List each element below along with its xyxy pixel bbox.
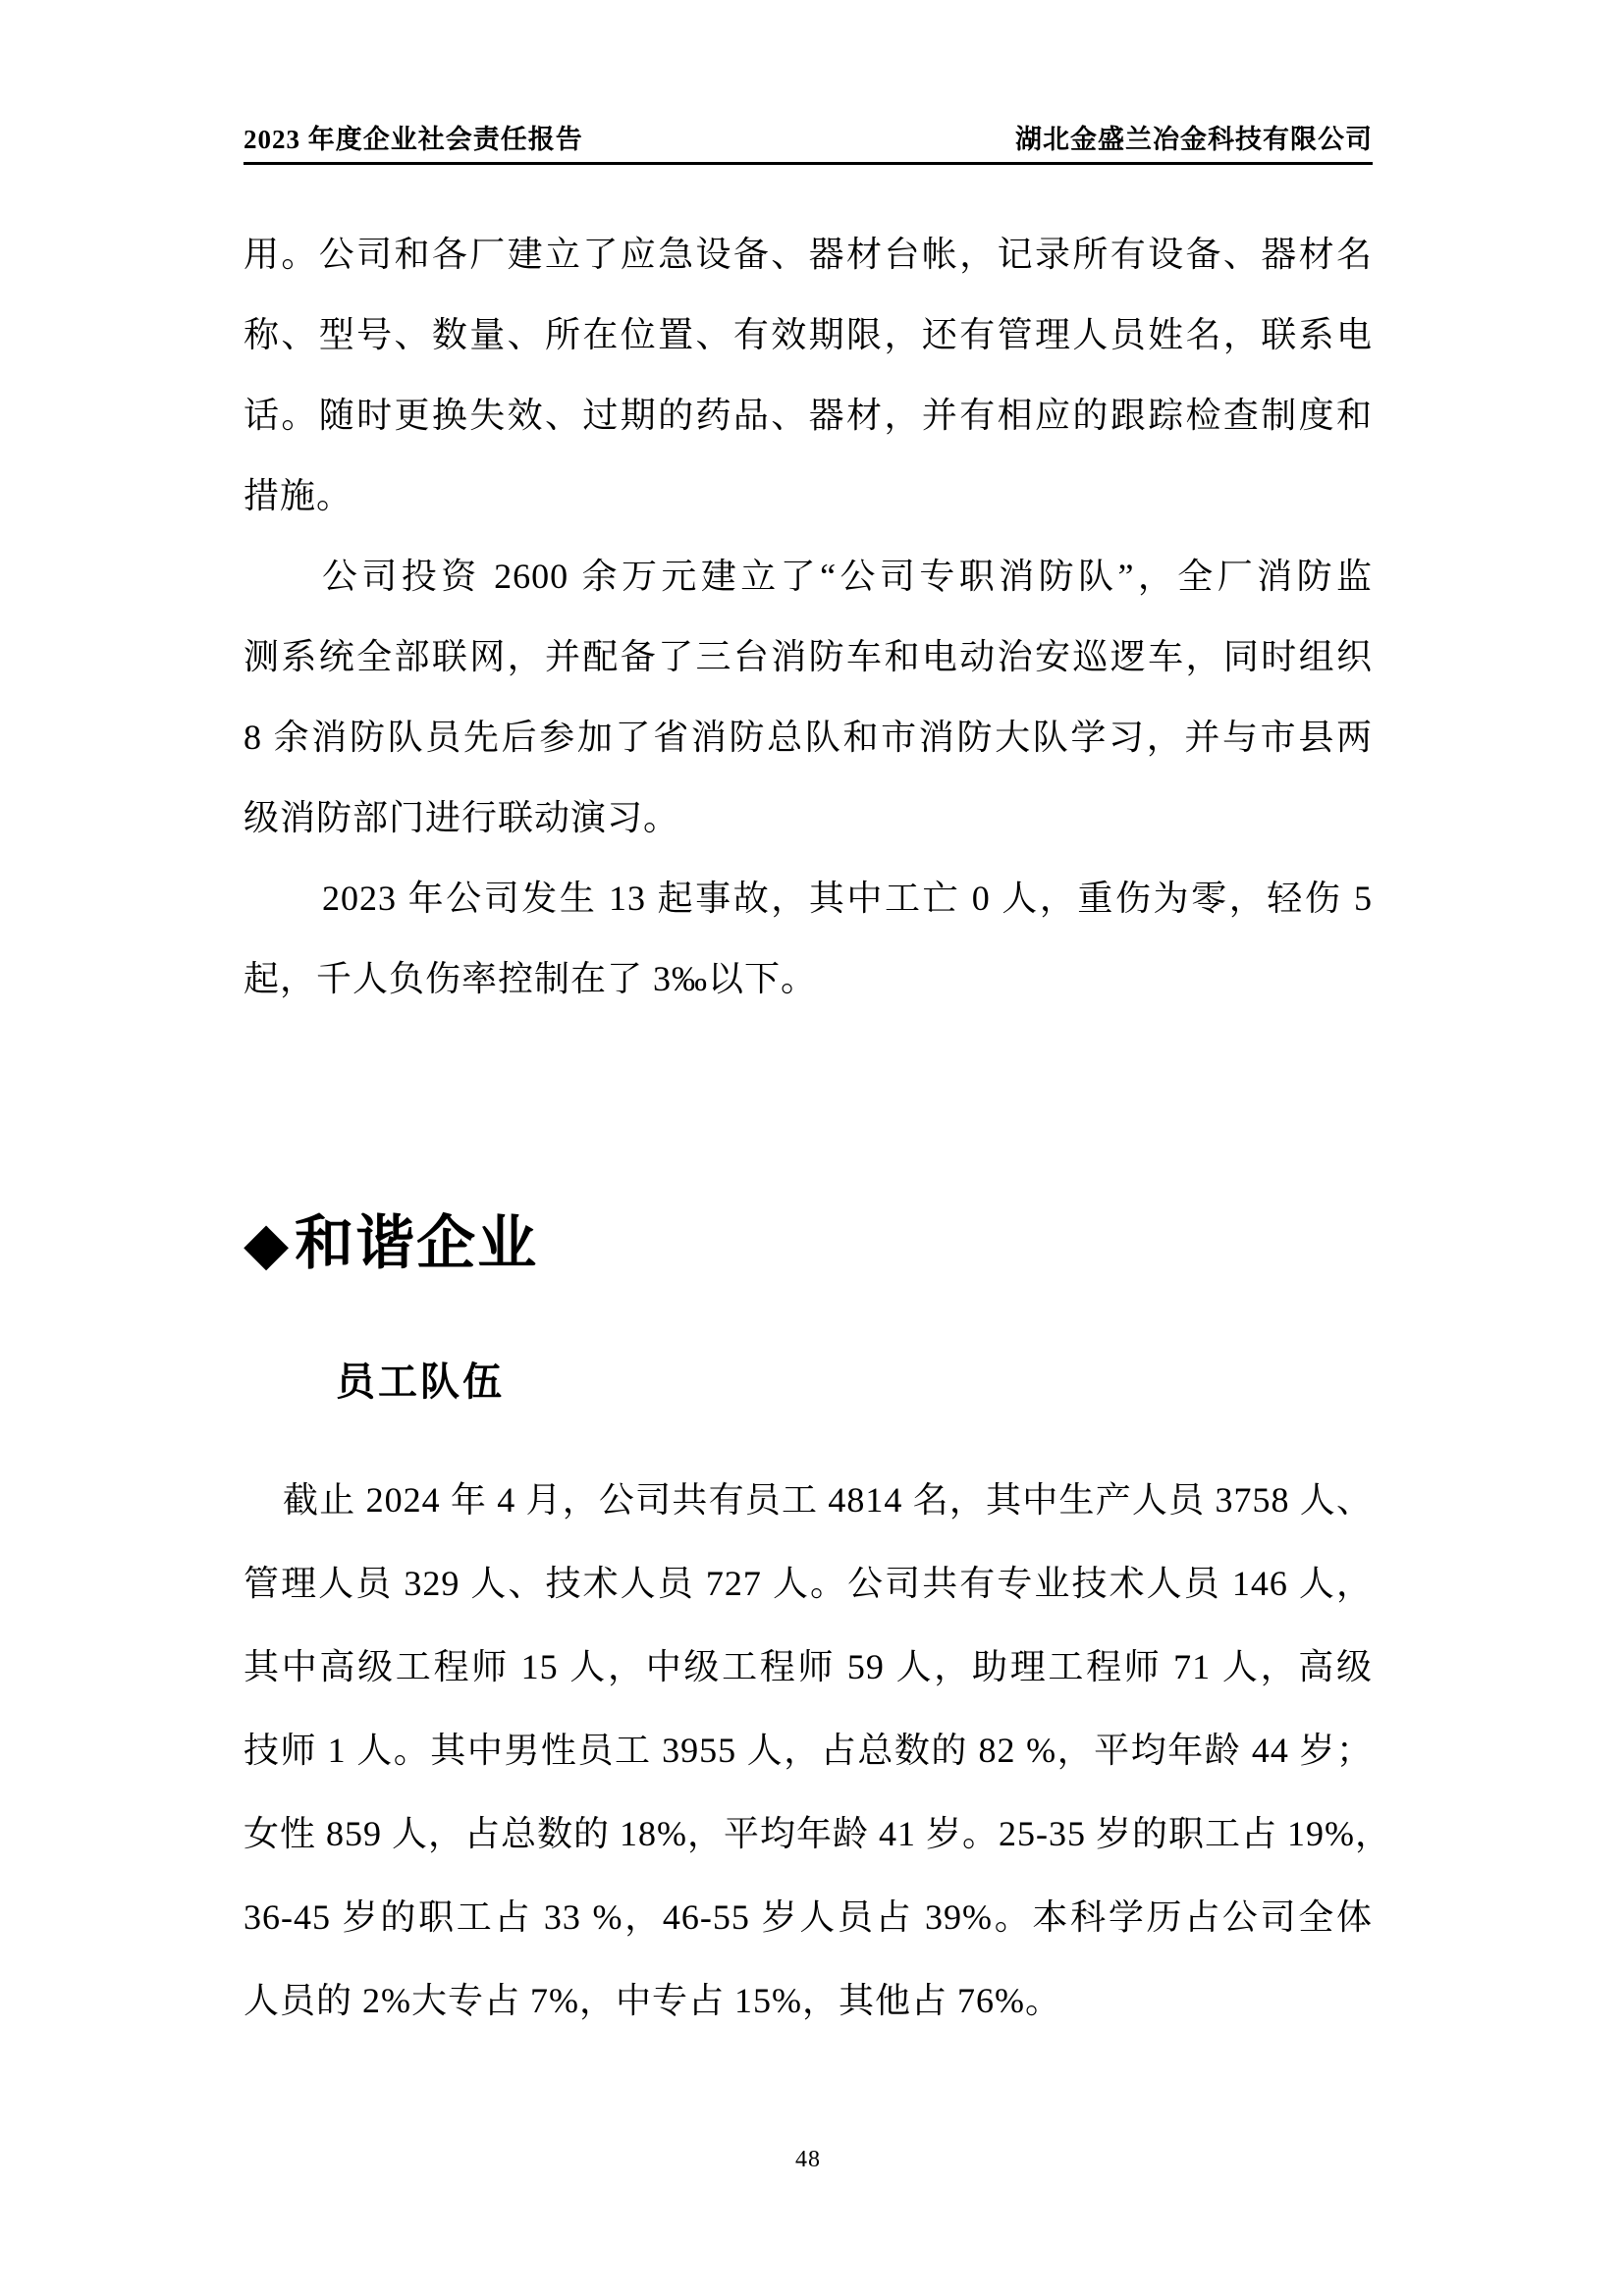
text-line: 称、型号、数量、所在位置、有效期限，还有管理人员姓名，联系电 xyxy=(244,315,1373,354)
text-line: 用。公司和各厂建立了应急设备、器材台帐，记录所有设备、器材名 xyxy=(244,235,1373,274)
subsection-heading: 员工队伍 xyxy=(336,1361,505,1404)
text-line: 技师 1 人。其中男性员工 3955 人，占总数的 82 %，平均年龄 44 岁； xyxy=(244,1731,1373,1770)
page-number: 48 xyxy=(795,2147,821,2172)
text-line: 测系统全部联网，并配备了三台消防车和电动治安巡逻车，同时组织 xyxy=(244,637,1373,676)
page-footer xyxy=(244,2147,1373,2173)
diamond-icon: ◆ xyxy=(244,1211,292,1276)
section-title: 和谐企业 xyxy=(295,1211,539,1276)
text-line: 公司投资 2600 余万元建立了“公司专职消防队”，全厂消防监 xyxy=(322,557,1373,596)
header-report-title: 2023 年度企业社会责任报告 xyxy=(244,125,583,154)
text-line: 人员的 2%大专占 7%，中专占 15%，其他占 76%。 xyxy=(244,1981,1061,2020)
text-line: 其中高级工程师 15 人，中级工程师 59 人，助理工程师 71 人，高级 xyxy=(244,1647,1373,1686)
text-line: 措施。 xyxy=(244,476,353,515)
page-header xyxy=(244,118,1373,165)
text-line: 女性 859 人，占总数的 18%，平均年龄 41 岁。25-35 岁的职工占 19%， xyxy=(244,1814,1391,1853)
text-line: 级消防部门进行联动演习。 xyxy=(244,798,680,837)
employee-paragraph xyxy=(244,1459,1391,2043)
text-line: 话。随时更换失效、过期的药品、器材，并有相应的跟踪检查制度和 xyxy=(244,396,1373,435)
text-line: 8 余消防队员先后参加了省消防总队和市消防大队学习，并与市县两 xyxy=(244,718,1373,757)
text-line: 36-45 岁的职工占 33 %，46-55 岁人员占 39%。本科学历占公司全体 xyxy=(244,1897,1373,1937)
section-heading xyxy=(244,1213,1373,1274)
header-company-name: 湖北金盛兰冶金科技有限公司 xyxy=(1015,125,1373,154)
text-line: 管理人员 329 人、技术人员 727 人。公司共有专业技术人员 146 人， xyxy=(244,1564,1373,1603)
text-line: 截止 2024 年 4 月，公司共有员工 4814 名，其中生产人员 3758 人、 xyxy=(283,1480,1373,1520)
text-line: 2023 年公司发生 13 起事故，其中工亡 0 人，重伤为零，轻伤 5 xyxy=(322,879,1373,918)
body-paragraphs xyxy=(244,214,1373,1019)
text-line: 起，千人负伤率控制在了 3‰以下。 xyxy=(244,959,818,998)
